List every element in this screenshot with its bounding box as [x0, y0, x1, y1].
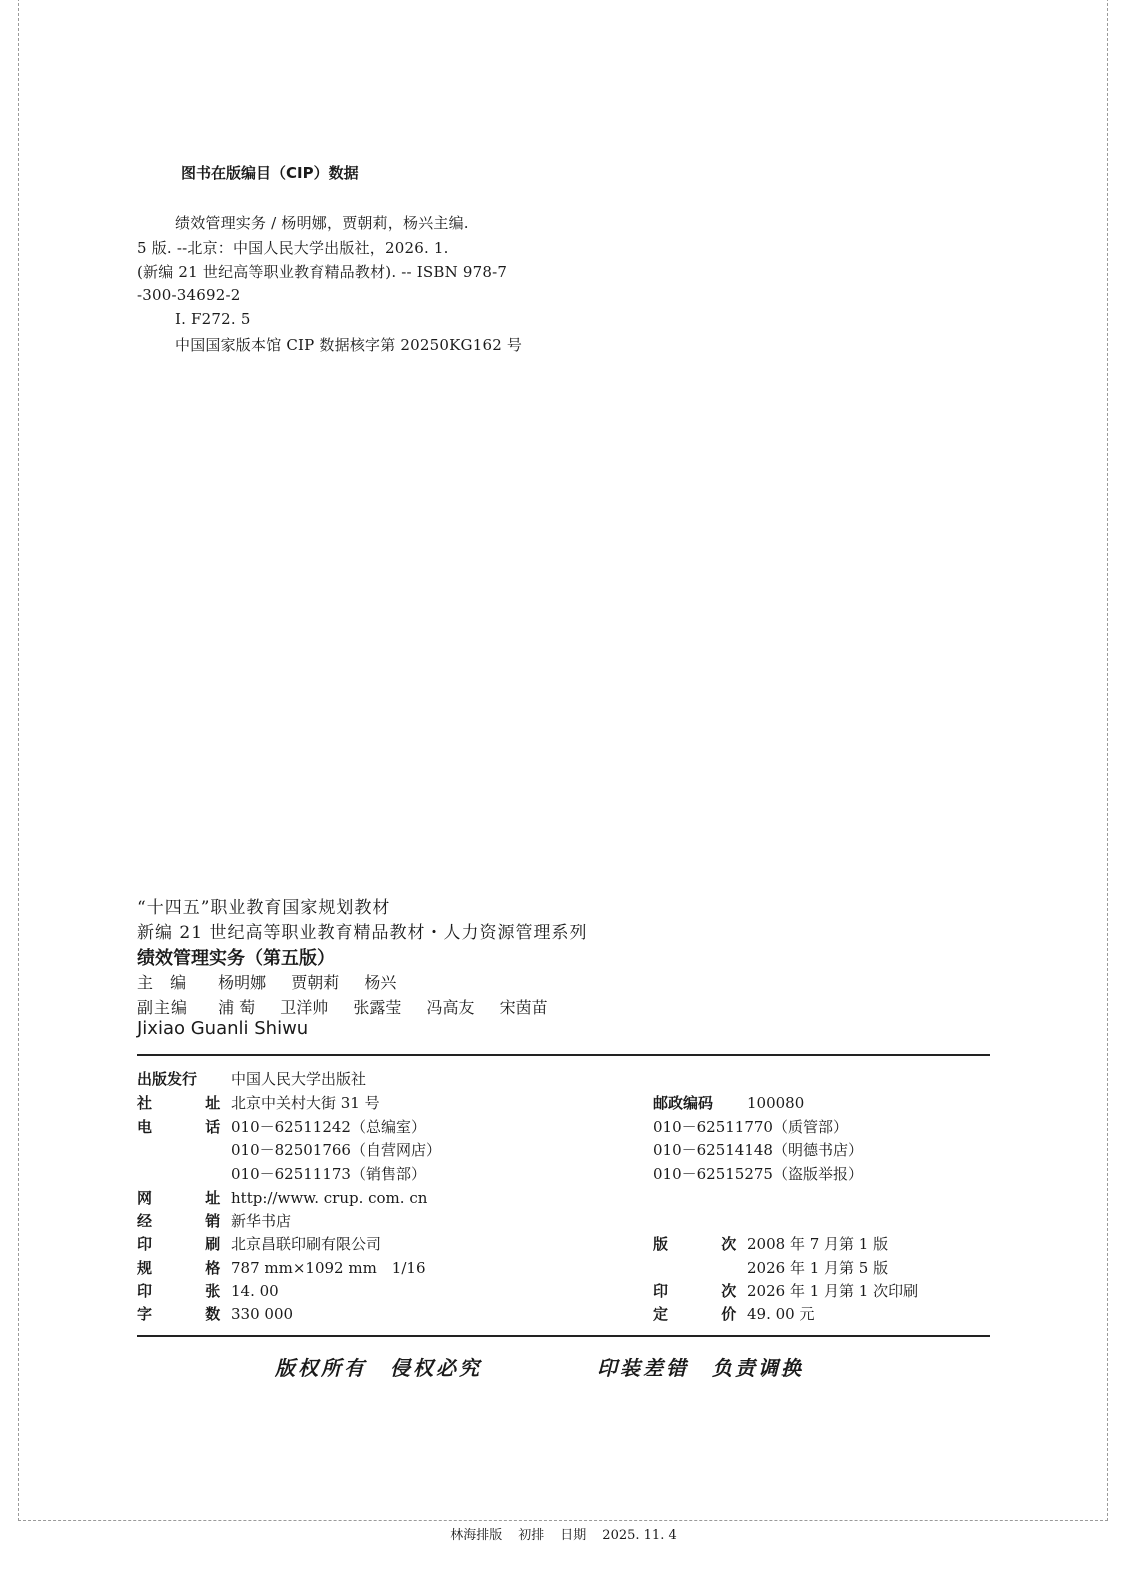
- cip-heading: 图书在版编目（CIP）数据: [181, 164, 359, 182]
- cip-line-4: -300-34692-2: [137, 286, 241, 304]
- format-label: 规 格: [137, 1259, 245, 1277]
- cip-line-5: Ⅰ. F272. 5: [175, 310, 251, 328]
- impression-label: 印 次: [653, 1282, 761, 1300]
- printer-value: 北京昌联印刷有限公司: [231, 1235, 382, 1253]
- printer-label: 印 刷: [137, 1235, 245, 1253]
- words-label: 字 数: [137, 1305, 245, 1323]
- footer-date-label: 日期: [560, 1528, 587, 1543]
- bottom-rule: [137, 1335, 990, 1337]
- format-row: [137, 1257, 426, 1278]
- address-row: [137, 1092, 380, 1113]
- distribution-value: 新华书店: [231, 1212, 292, 1230]
- impression-row: [653, 1280, 918, 1301]
- web-label: 网 址: [137, 1189, 245, 1207]
- phone-left-3: 010－62511173（销售部）: [231, 1165, 426, 1183]
- chief-editors: [137, 970, 416, 993]
- cip-line-2: 5 版. --北京：中国人民大学出版社，2026. 1.: [137, 239, 449, 257]
- phone-left-2: 010－82501766（自营网店）: [231, 1141, 441, 1159]
- cip-line-6: 中国国家版本馆 CIP 数据核字第 20250KG162 号: [175, 336, 523, 354]
- publisher-label: 出版发行: [137, 1070, 198, 1088]
- typesetting-footer: [0, 1524, 1127, 1543]
- sheets-row: [137, 1280, 279, 1301]
- deputy-editor-3: 张露莹: [353, 998, 402, 1017]
- words-row: [137, 1303, 293, 1324]
- publisher-value: 中国人民大学出版社: [231, 1070, 367, 1088]
- postcode-label: 邮政编码: [653, 1094, 714, 1112]
- impression-value: 2026 年 1 月第 1 次印刷: [747, 1282, 919, 1300]
- sheets-label: 印 张: [137, 1282, 245, 1300]
- deputy-editor-label: 副主编: [137, 998, 189, 1017]
- chief-editor-1: 杨明娜: [218, 973, 267, 992]
- price-row: [653, 1303, 814, 1324]
- chief-editor-2: 贾朝莉: [291, 973, 340, 992]
- phone-label: 电 话: [137, 1118, 245, 1136]
- format-value: 787 mm×1092 mm 1/16: [231, 1259, 426, 1277]
- address-value: 北京中关村大街 31 号: [231, 1094, 380, 1112]
- series-line-1: “十四五”职业教育国家规划教材: [137, 898, 391, 918]
- deputy-editor-4: 冯高友: [426, 998, 475, 1017]
- book-title: 绩效管理实务（第五版）: [137, 948, 335, 969]
- deputy-editor-2: 卫洋帅: [280, 998, 329, 1017]
- web-row: [137, 1187, 427, 1208]
- quality-slogan: 印装差错 负责调换: [597, 1356, 804, 1380]
- edition-row: [653, 1233, 888, 1254]
- footer-date: 2025. 11. 4: [602, 1528, 677, 1543]
- publisher-row: [137, 1068, 366, 1089]
- postcode-value: 100080: [747, 1094, 805, 1112]
- words-value: 330 000: [231, 1305, 294, 1323]
- cip-line-3: (新编 21 世纪高等职业教育精品教材). -- ISBN 978-7: [137, 263, 508, 281]
- edition-value-2: 2026 年 1 月第 5 版: [747, 1259, 889, 1277]
- address-label: 社 址: [137, 1094, 245, 1112]
- phone-right-1: 010－62511770（质管部）: [653, 1118, 848, 1136]
- sheets-value: 14. 00: [231, 1282, 279, 1300]
- cip-line-1: 绩效管理实务 / 杨明娜，贾朝莉，杨兴主编.: [175, 214, 469, 232]
- deputy-editor-1: 浦 萄: [218, 998, 256, 1017]
- phone-left-1: 010－62511242（总编室）: [231, 1118, 426, 1136]
- edition-value-1: 2008 年 7 月第 1 版: [747, 1235, 889, 1253]
- distribution-row: [137, 1210, 291, 1231]
- deputy-editors: [137, 995, 568, 1018]
- pinyin-title: Jixiao Guanli Shiwu: [137, 1018, 309, 1039]
- edition-label: 版 次: [653, 1235, 761, 1253]
- printer-row: [137, 1233, 381, 1254]
- phone-right-3: 010－62515275（盗版举报）: [653, 1165, 863, 1183]
- footer-stage: 初排: [518, 1528, 545, 1543]
- price-label: 定 价: [653, 1305, 761, 1323]
- chief-editor-label: 主 编: [137, 973, 193, 992]
- series-line-2: 新编 21 世纪高等职业教育精品教材・人力资源管理系列: [137, 923, 588, 943]
- phone-right-2: 010－62514148（明德书店）: [653, 1141, 863, 1159]
- postcode-row: [653, 1092, 804, 1113]
- deputy-editor-5: 宋茵苗: [499, 998, 548, 1017]
- chief-editor-3: 杨兴: [364, 973, 397, 992]
- price-value: 49. 00 元: [747, 1305, 815, 1323]
- web-value: http://www. crup. com. cn: [231, 1189, 428, 1207]
- footer-typesetter: 林海排版: [450, 1528, 503, 1543]
- top-rule: [137, 1054, 990, 1056]
- phone-row-1: [137, 1116, 426, 1137]
- copyright-slogan: 版权所有 侵权必究: [275, 1356, 482, 1380]
- distribution-label: 经 销: [137, 1212, 245, 1230]
